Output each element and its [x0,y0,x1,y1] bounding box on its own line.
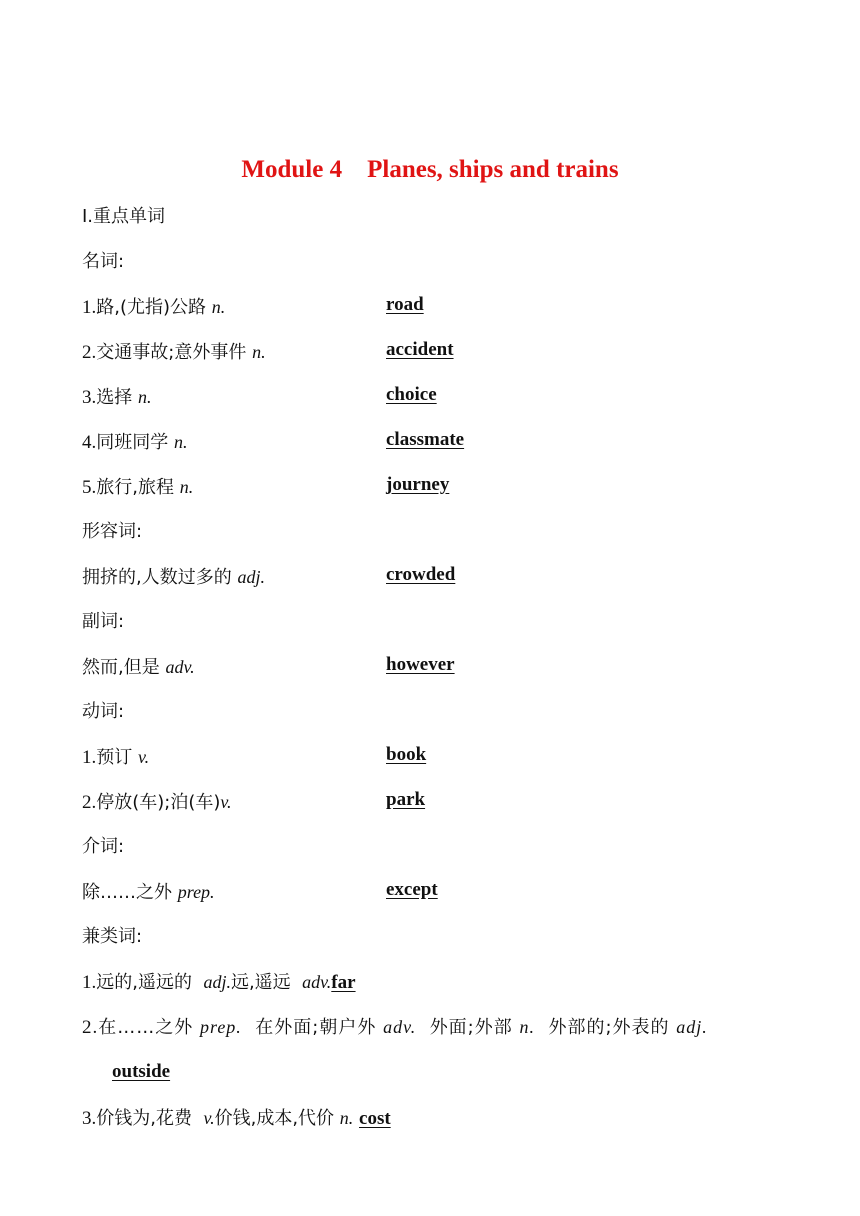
list-item: 1.预订 v. [82,747,150,768]
page-title: Module 4 Planes, ships and trains [241,156,619,183]
answer-word: crowded [386,564,456,585]
answer-word: road [386,294,424,315]
list-item: 3.价钱为,花费 v.价钱,成本,代价 n. cost [82,1108,391,1129]
answer-word: however [386,654,455,675]
list-item: 1.远的,遥远的 adj.远,遥远 adv.far [82,972,356,993]
section-heading: Ⅰ.重点单词 [82,206,166,227]
verbs-heading: 动词: [82,701,125,722]
list-item: 然而,但是 adv. [82,657,195,678]
answer-word: except [386,879,438,900]
list-item: 1.路,(尤指)公路 n. [82,297,226,318]
answer-word: book [386,744,427,765]
list-item: 2.停放(车);泊(车)v. [82,792,232,813]
adjectives-heading: 形容词: [82,521,143,542]
list-item: 4.同班同学 n. [82,432,188,453]
answer-word: far [331,972,356,993]
list-item: 拥挤的,人数过多的 adj. [82,567,265,588]
answer-word: choice [386,384,437,405]
answer-word: classmate [386,429,465,450]
list-item: 2.交通事故;意外事件 n. [82,342,266,363]
answer-word: accident [386,339,454,360]
nouns-heading: 名词: [82,251,125,272]
adverbs-heading: 副词: [82,611,125,632]
answer-word: cost [359,1108,391,1129]
list-item: 3.选择 n. [82,387,152,408]
answer-word: journey [386,474,450,495]
prepositions-heading: 介词: [82,836,125,857]
answer-word: park [386,789,426,810]
multi-heading: 兼类词: [82,926,143,947]
answer-word: outside [112,1061,171,1082]
list-item-continuation [112,1057,170,1087]
list-item: 5.旅行,旅程 n. [82,477,194,498]
list-item: 2.在……之外 prep. 在外面;朝户外 adv. 外面;外部 n. 外部的;外表的 adj. [82,1017,708,1038]
list-item: 除……之外 prep. [82,882,215,903]
